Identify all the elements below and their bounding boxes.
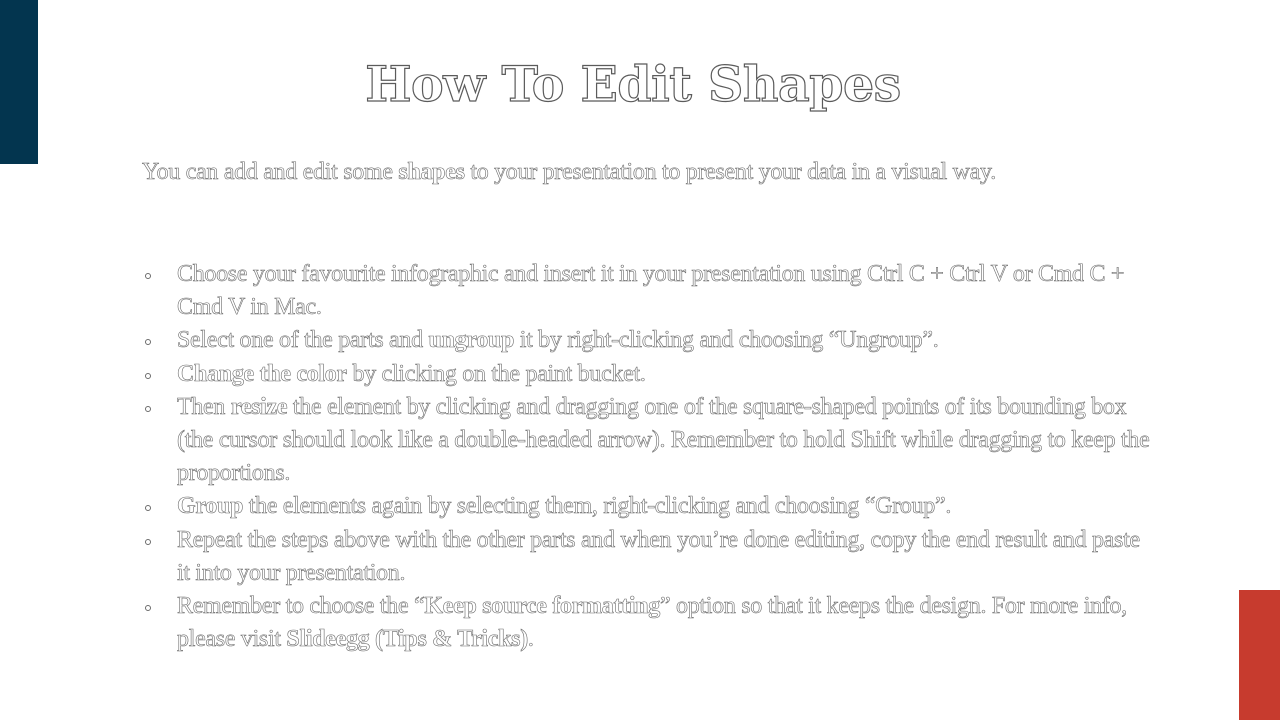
bullet-4-text-2: the element by clicking and dragging one of the square-shaped points of its bounding box (the cursor should look like a double-headed arrow). Remember to hold Shift while dragging to keep the proportions. bbox=[177, 393, 1150, 487]
list-item bbox=[142, 490, 1152, 523]
list-item bbox=[142, 524, 1152, 590]
bullet-7-text-2: ” option so that it keeps the design. For more info, please visit bbox=[177, 593, 1127, 653]
bullet-5-text: the elements again by selecting them, right-clicking and choosing “Group”. bbox=[243, 493, 952, 520]
bullet-3-bold: Change the color bbox=[177, 360, 347, 387]
intro-text-1: You can add and edit some bbox=[142, 159, 399, 185]
bullet-icon bbox=[145, 273, 151, 279]
bullet-icon bbox=[145, 406, 151, 412]
list-item bbox=[142, 258, 1152, 324]
bullet-6-text: Repeat the steps above with the other parts and when you’re done editing, copy the end result and paste it into your presentation. bbox=[177, 526, 1140, 586]
bullet-4-bold: resize bbox=[230, 393, 288, 420]
bullet-4-text-1: Then bbox=[177, 393, 231, 420]
instruction-list bbox=[142, 258, 1152, 656]
bullet-icon bbox=[145, 505, 151, 511]
intro-bold-shapes: shapes bbox=[398, 159, 465, 185]
intro-text-2: to your presentation to present your data in a visual way. bbox=[464, 159, 996, 185]
bullet-7-text-3: . bbox=[527, 626, 534, 653]
list-item bbox=[142, 391, 1152, 491]
bullet-2-bold: ungroup bbox=[428, 327, 515, 354]
bullet-1-text: Choose your favourite infographic and insert it in your presentation using Ctrl C + Ctrl V or Cmd C + Cmd V in Mac. bbox=[177, 261, 1125, 321]
slideegg-link[interactable]: Slideegg (Tips & Tricks) bbox=[286, 626, 528, 653]
bullet-icon bbox=[145, 373, 151, 379]
list-item bbox=[142, 358, 1152, 391]
bullet-icon bbox=[145, 605, 151, 611]
accent-bar-right bbox=[1239, 590, 1280, 720]
intro-paragraph bbox=[142, 159, 1132, 186]
bullet-7-bold-1: Keep source formatting bbox=[424, 593, 660, 620]
slide-title: How To Edit Shapes bbox=[365, 55, 901, 113]
list-item bbox=[142, 324, 1152, 357]
list-item bbox=[142, 590, 1152, 656]
bullet-2-text-1: Select one of the parts and bbox=[177, 327, 429, 354]
bullet-5-bold: Group bbox=[177, 493, 244, 520]
bullet-icon bbox=[145, 339, 151, 345]
bullet-2-text-2: it by right-clicking and choosing “Ungroup”. bbox=[514, 327, 939, 354]
bullet-icon bbox=[145, 539, 151, 545]
bullet-3-text: by clicking on the paint bucket. bbox=[346, 360, 646, 387]
bullet-7-text-1: Remember to choose the “ bbox=[177, 593, 425, 620]
